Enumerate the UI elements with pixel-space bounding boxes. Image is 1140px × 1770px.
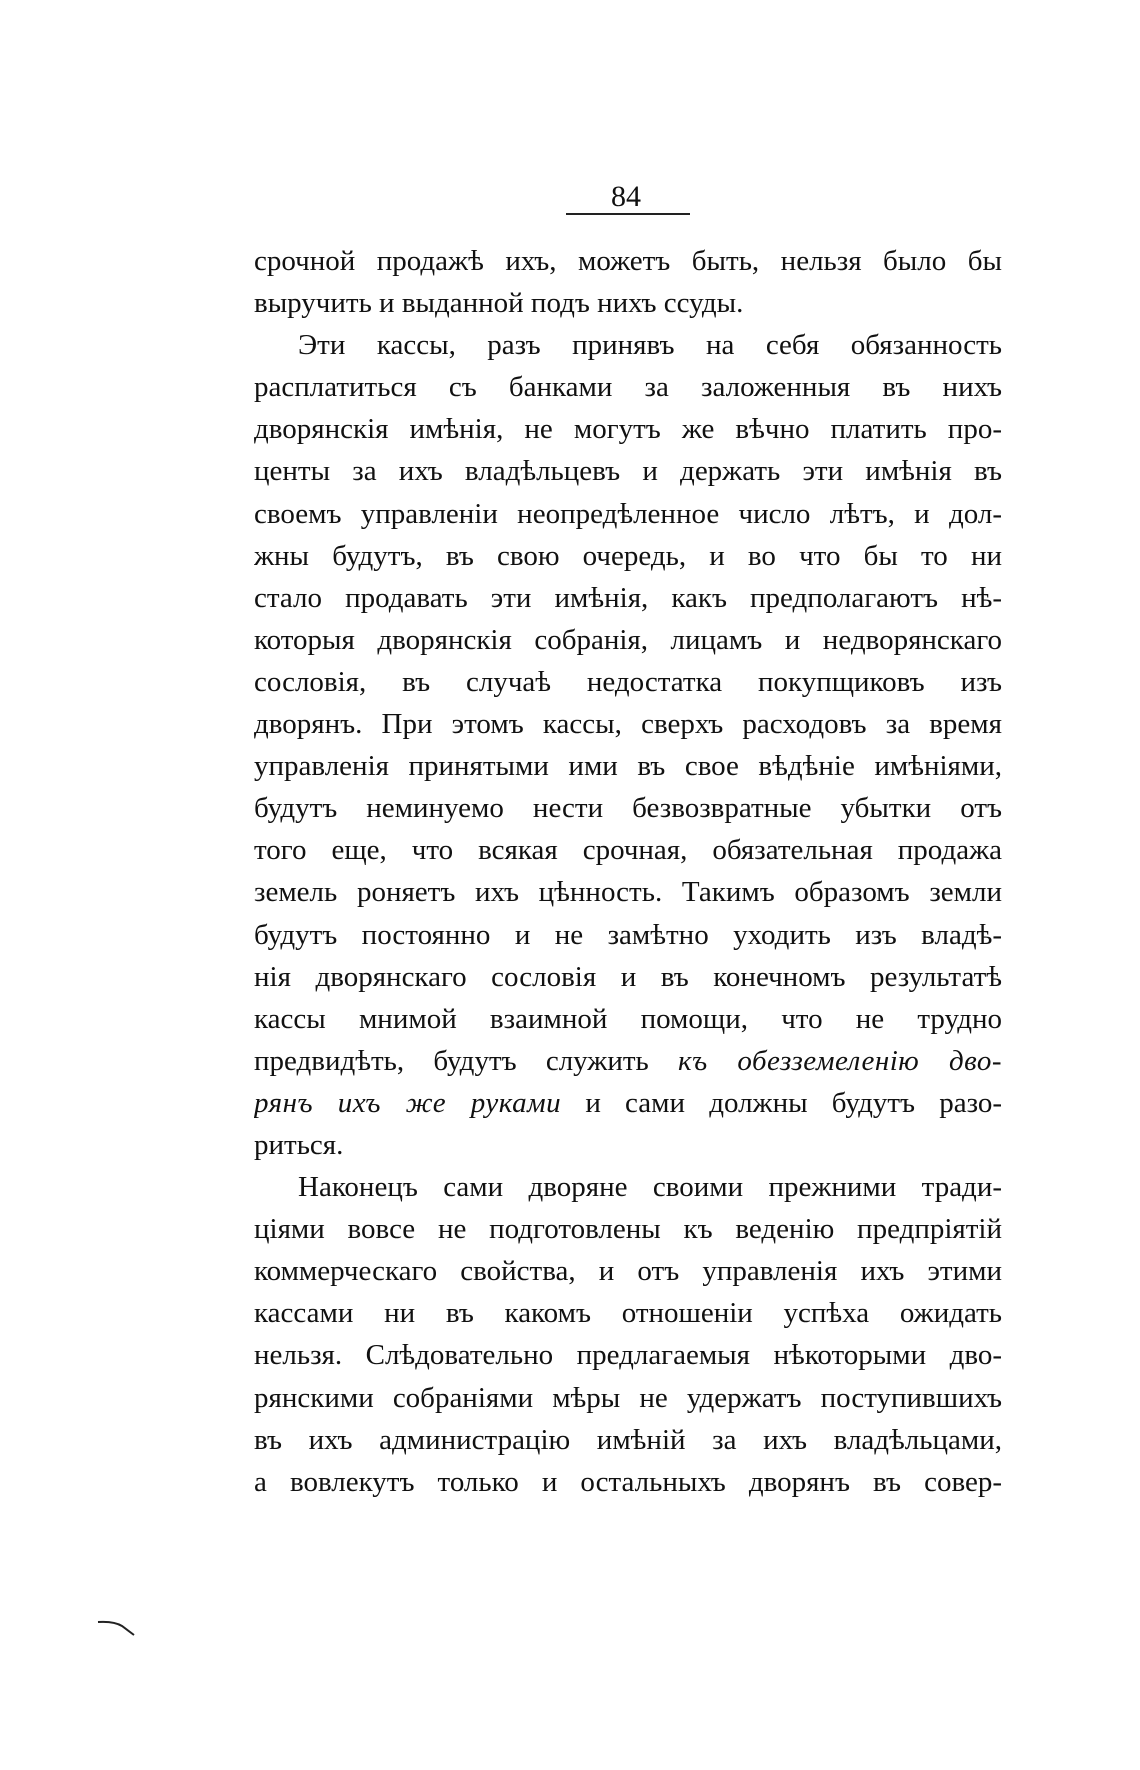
text-line: а вовлекутъ только и остальныхъ дворянъ въ совер- [254,1465,1002,1498]
text-line: дворянскія имѣнія, не могутъ же вѣчно платить про- [254,413,1002,446]
text-line: будутъ постоянно и не замѣтно уходить изъ владѣ- [254,918,1002,951]
text-line: расплатиться съ банками за заложенныя въ нихъ [254,371,1002,404]
text-line: рянскими собраніями мѣры не удержатъ поступившихъ [254,1381,1002,1414]
text-line: въ ихъ администрацію имѣній за ихъ владѣльцами, [254,1423,1002,1456]
text-line: которыя дворянскія собранія, лицамъ и недворянскаго [254,623,1002,656]
text-line: риться. [254,1128,344,1161]
text-line: ціями вовсе не подготовлены къ веденію предпріятій [254,1213,1002,1246]
text-line: нельзя. Слѣдовательно предлагаемыя нѣкоторыми дво- [254,1339,1002,1372]
text-line: срочной продажѣ ихъ, можетъ быть, нельзя было бы [254,245,1002,277]
text-line-with-italic [254,1040,1002,1082]
text-line: Наконецъ сами дворяне своими прежними тради- [298,1171,1002,1204]
scan-mark-icon [96,1618,136,1638]
text-line: своемъ управленіи неопредѣленное число лѣтъ, и дол- [254,497,1002,530]
text-line: сословія, въ случаѣ недостатка покупщиковъ изъ [254,665,1002,698]
italic-phrase: къ обезземеленію дво- [678,1044,1002,1077]
text-line: жны будутъ, въ свою очередь, и во что бы то ни [254,539,1002,572]
text-line: земель роняетъ ихъ цѣнность. Такимъ образомъ земли [254,876,1002,909]
text-line: нія дворянскаго сословія и въ конечномъ результатѣ [254,960,1002,993]
page-number-rule [566,213,690,215]
text-line: дворянъ. При этомъ кассы, сверхъ расходовъ за время [254,708,1002,741]
text-line: будутъ неминуемо нести безвозвратные убытки отъ [254,792,1002,825]
text-line: центы за ихъ владѣльцевъ и держать эти имѣнія въ [254,455,1002,488]
text-span: предвидѣть, будутъ служить [254,1044,649,1077]
text-line: коммерческаго свойства, и отъ управленія ихъ этими [254,1255,1002,1288]
text-line: кассы мнимой взаимной помощи, что не трудно [254,1002,1002,1035]
italic-phrase: рянъ ихъ же руками [254,1086,562,1119]
text-line: того еще, что всякая срочная, обязательная продажа [254,834,1002,867]
text-line: стало продавать эти имѣнія, какъ предполагаютъ нѣ- [254,581,1002,614]
text-line-with-italic [254,1082,1002,1124]
text-span: и сами должны будутъ разо- [585,1086,1002,1119]
text-line: кассами ни въ какомъ отношеніи успѣха ожидать [254,1297,1002,1330]
text-line: выручить и выданной подъ нихъ ссуды. [254,287,744,320]
text-line: управленія принятыми ими въ свое вѣдѣніе имѣніями, [254,750,1002,783]
body-text [254,240,1002,1503]
page-number: 84 [611,180,641,213]
text-line: Эти кассы, разъ принявъ на себя обязанность [298,329,1002,362]
